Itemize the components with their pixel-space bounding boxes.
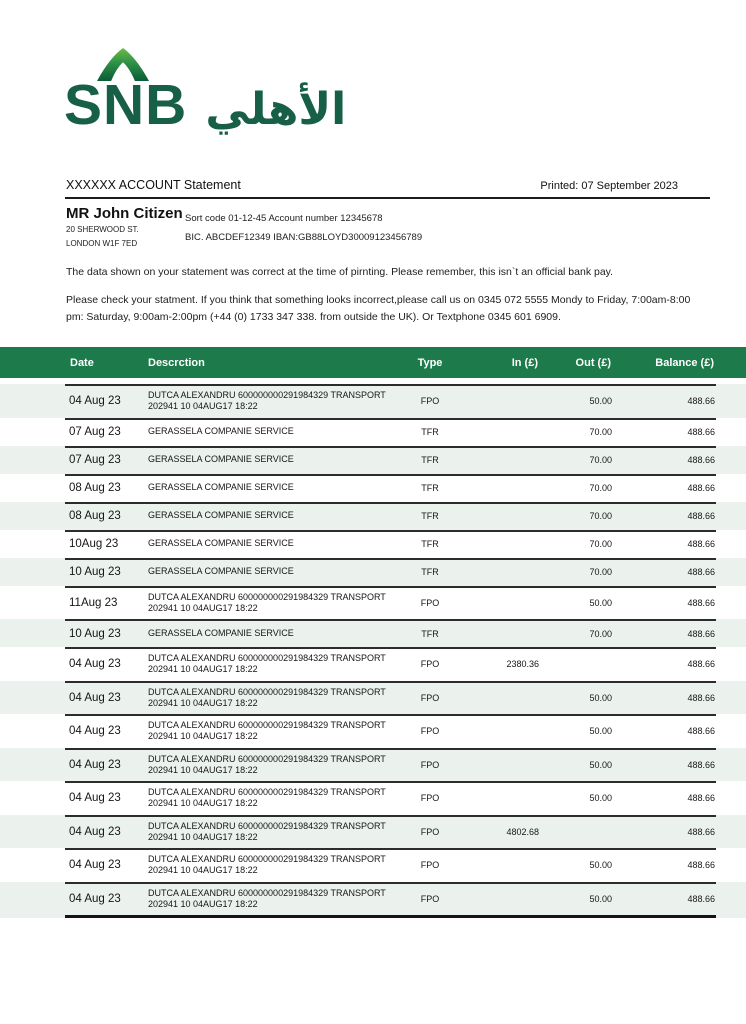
logo-chevron-icon <box>97 48 149 81</box>
transaction-out: 50.00 <box>540 384 613 418</box>
transaction-description: DUTCA ALEXANDRU 600000000291984329 TRANSPORT 202941 10 04AUG17 18:22 <box>143 815 405 849</box>
row-spacer-left <box>0 815 65 849</box>
transaction-type: FPO <box>405 384 455 418</box>
transaction-out: 70.00 <box>540 530 613 558</box>
row-spacer-left <box>0 530 65 558</box>
notice-text-2: Please check your statment. If you think that something looks incorrect,please call us on 0345 072 5555 Mondy to Friday, 7:00am-8:00 pm: Saturday, 9:00am-2:00pm (+44 (0) 1733 347 338. from outside the UK). Or Textphone 0345 601 6909. <box>66 294 691 323</box>
sort-code-account-number: Sort code 01-12-45 Account number 12345678 <box>185 213 383 224</box>
row-spacer-left <box>0 748 65 782</box>
column-header-date: Date <box>65 347 143 378</box>
transaction-type: FPO <box>405 781 455 815</box>
transaction-type: TFR <box>405 530 455 558</box>
transaction-in <box>455 619 540 647</box>
transaction-balance: 488.66 <box>613 530 716 558</box>
row-spacer-right <box>716 418 746 446</box>
transaction-date: 11Aug 23 <box>65 586 143 620</box>
transaction-date: 04 Aug 23 <box>65 748 143 782</box>
row-spacer-left <box>0 647 65 681</box>
row-spacer-left <box>0 848 65 882</box>
row-spacer-left <box>0 882 65 919</box>
transaction-description: DUTCA ALEXANDRU 600000000291984329 TRANSPORT 202941 10 04AUG17 18:22 <box>143 681 405 715</box>
transaction-description: GERASSELA COMPANIE SERVICE <box>143 502 405 530</box>
transaction-out: 70.00 <box>540 558 613 586</box>
transaction-description: GERASSELA COMPANIE SERVICE <box>143 530 405 558</box>
transaction-balance: 488.66 <box>613 586 716 620</box>
transaction-description: DUTCA ALEXANDRU 600000000291984329 TRANSPORT 202941 10 04AUG17 18:22 <box>143 882 405 919</box>
column-header-balance: Balance (£) <box>613 347 716 378</box>
brand-text: SNB <box>64 73 188 137</box>
transaction-row <box>0 502 746 530</box>
column-header-in: In (£) <box>455 347 540 378</box>
transaction-description: GERASSELA COMPANIE SERVICE <box>143 558 405 586</box>
header-spacer-left <box>0 347 65 378</box>
transaction-type: FPO <box>405 748 455 782</box>
transaction-row <box>0 882 746 919</box>
row-spacer-right <box>716 558 746 586</box>
row-spacer-right <box>716 848 746 882</box>
printed-date: Printed: 07 September 2023 <box>540 180 678 192</box>
row-spacer-right <box>716 474 746 502</box>
row-spacer-left <box>0 418 65 446</box>
transaction-in <box>455 474 540 502</box>
transaction-in <box>455 848 540 882</box>
transaction-row <box>0 848 746 882</box>
transactions-table <box>0 347 746 918</box>
row-spacer-right <box>716 882 746 919</box>
transaction-type: FPO <box>405 848 455 882</box>
transaction-balance: 488.66 <box>613 714 716 748</box>
row-spacer-left <box>0 502 65 530</box>
transaction-type: TFR <box>405 619 455 647</box>
transaction-row <box>0 681 746 715</box>
transaction-row <box>0 384 746 418</box>
transaction-out: 70.00 <box>540 502 613 530</box>
transaction-row <box>0 781 746 815</box>
row-spacer-right <box>716 647 746 681</box>
transaction-in <box>455 781 540 815</box>
transaction-date: 04 Aug 23 <box>65 681 143 715</box>
transaction-description: DUTCA ALEXANDRU 600000000291984329 TRANSPORT 202941 10 04AUG17 18:22 <box>143 781 405 815</box>
transaction-out: 70.00 <box>540 418 613 446</box>
transactions-tbody <box>0 378 746 918</box>
transaction-balance: 488.66 <box>613 647 716 681</box>
transaction-out: 50.00 <box>540 781 613 815</box>
transaction-description: GERASSELA COMPANIE SERVICE <box>143 619 405 647</box>
bic-iban-line: BIC. ABCDEF12349 IBAN:GB88LOYD30009123456789 <box>185 232 423 243</box>
account-details-block <box>185 209 422 247</box>
column-header-type: Type <box>405 347 455 378</box>
transaction-type: TFR <box>405 474 455 502</box>
transaction-description: GERASSELA COMPANIE SERVICE <box>143 418 405 446</box>
statement-header <box>66 178 678 192</box>
row-spacer-right <box>716 815 746 849</box>
transaction-balance: 488.66 <box>613 418 716 446</box>
transaction-type: FPO <box>405 882 455 919</box>
transaction-row <box>0 474 746 502</box>
customer-block <box>66 205 183 251</box>
transaction-in <box>455 586 540 620</box>
row-spacer-right <box>716 446 746 474</box>
row-spacer-left <box>0 681 65 715</box>
transaction-out: 50.00 <box>540 714 613 748</box>
transaction-out: 70.00 <box>540 446 613 474</box>
transaction-description: GERASSELA COMPANIE SERVICE <box>143 446 405 474</box>
customer-name: MR John Citizen <box>66 205 183 222</box>
transaction-row <box>0 714 746 748</box>
transaction-row <box>0 815 746 849</box>
transaction-out <box>540 647 613 681</box>
statement-title: XXXXXX ACCOUNT Statement <box>66 178 241 192</box>
transaction-in: 2380.36 <box>455 647 540 681</box>
transaction-description: DUTCA ALEXANDRU 600000000291984329 TRANSPORT 202941 10 04AUG17 18:22 <box>143 848 405 882</box>
transaction-description: DUTCA ALEXANDRU 600000000291984329 TRANSPORT 202941 10 04AUG17 18:22 <box>143 714 405 748</box>
transaction-balance: 488.66 <box>613 446 716 474</box>
transaction-in <box>455 681 540 715</box>
transaction-balance: 488.66 <box>613 474 716 502</box>
transaction-date: 04 Aug 23 <box>65 647 143 681</box>
row-spacer-right <box>716 781 746 815</box>
transaction-date: 04 Aug 23 <box>65 815 143 849</box>
column-header-description: Descrction <box>143 347 405 378</box>
row-spacer-left <box>0 474 65 502</box>
row-spacer-left <box>0 558 65 586</box>
transaction-in <box>455 446 540 474</box>
transaction-balance: 488.66 <box>613 681 716 715</box>
transaction-out: 70.00 <box>540 619 613 647</box>
transaction-date: 04 Aug 23 <box>65 848 143 882</box>
transaction-type: FPO <box>405 681 455 715</box>
transaction-row <box>0 619 746 647</box>
transaction-out <box>540 815 613 849</box>
transaction-description: DUTCA ALEXANDRU 600000000291984329 TRANSPORT 202941 10 04AUG17 18:22 <box>143 586 405 620</box>
transaction-out: 50.00 <box>540 681 613 715</box>
row-spacer-left <box>0 446 65 474</box>
transaction-balance: 488.66 <box>613 882 716 919</box>
transaction-description: GERASSELA COMPANIE SERVICE <box>143 474 405 502</box>
row-spacer-left <box>0 781 65 815</box>
transaction-description: DUTCA ALEXANDRU 600000000291984329 TRANSPORT 202941 10 04AUG17 18:22 <box>143 647 405 681</box>
row-spacer-left <box>0 384 65 418</box>
row-spacer-right <box>716 384 746 418</box>
table-header <box>0 347 746 378</box>
transaction-in <box>455 418 540 446</box>
transaction-balance: 488.66 <box>613 748 716 782</box>
transaction-in <box>455 384 540 418</box>
transaction-date: 10 Aug 23 <box>65 619 143 647</box>
transaction-row <box>0 586 746 620</box>
transaction-row <box>0 530 746 558</box>
transaction-type: FPO <box>405 714 455 748</box>
transaction-date: 04 Aug 23 <box>65 781 143 815</box>
header-spacer-right <box>716 347 746 378</box>
transaction-description: DUTCA ALEXANDRU 600000000291984329 TRANSPORT 202941 10 04AUG17 18:22 <box>143 384 405 418</box>
transaction-row <box>0 647 746 681</box>
transaction-date: 10Aug 23 <box>65 530 143 558</box>
transaction-balance: 488.66 <box>613 384 716 418</box>
transaction-type: FPO <box>405 647 455 681</box>
header-divider <box>65 197 710 199</box>
brand-arabic-text: الأهلي <box>205 84 347 135</box>
transaction-date: 04 Aug 23 <box>65 714 143 748</box>
transaction-description: DUTCA ALEXANDRU 600000000291984329 TRANSPORT 202941 10 04AUG17 18:22 <box>143 748 405 782</box>
table-header-row <box>0 347 746 378</box>
transaction-in <box>455 714 540 748</box>
row-spacer-left <box>0 714 65 748</box>
column-header-out: Out (£) <box>540 347 613 378</box>
transaction-in <box>455 530 540 558</box>
row-spacer-right <box>716 586 746 620</box>
customer-address-line2: LONDON W1F 7ED <box>66 239 138 248</box>
transaction-in: 4802.68 <box>455 815 540 849</box>
row-spacer-right <box>716 502 746 530</box>
row-spacer-right <box>716 619 746 647</box>
transaction-date: 08 Aug 23 <box>65 502 143 530</box>
transaction-date: 10 Aug 23 <box>65 558 143 586</box>
transaction-date: 04 Aug 23 <box>65 384 143 418</box>
transaction-balance: 488.66 <box>613 848 716 882</box>
transaction-date: 07 Aug 23 <box>65 418 143 446</box>
transaction-balance: 488.66 <box>613 815 716 849</box>
transaction-in <box>455 748 540 782</box>
transaction-balance: 488.66 <box>613 502 716 530</box>
transaction-in <box>455 558 540 586</box>
row-spacer-right <box>716 681 746 715</box>
transaction-out: 50.00 <box>540 848 613 882</box>
transaction-out: 50.00 <box>540 586 613 620</box>
transaction-type: TFR <box>405 446 455 474</box>
row-spacer-right <box>716 748 746 782</box>
transaction-row <box>0 446 746 474</box>
row-spacer-right <box>716 530 746 558</box>
transaction-balance: 488.66 <box>613 558 716 586</box>
transaction-date: 04 Aug 23 <box>65 882 143 919</box>
transaction-in <box>455 882 540 919</box>
transaction-date: 07 Aug 23 <box>65 446 143 474</box>
row-spacer-left <box>0 619 65 647</box>
transaction-type: FPO <box>405 586 455 620</box>
customer-address-line1: 20 SHERWOOD ST. <box>66 225 139 234</box>
transaction-out: 50.00 <box>540 748 613 782</box>
transaction-type: TFR <box>405 418 455 446</box>
transaction-row <box>0 418 746 446</box>
transaction-in <box>455 502 540 530</box>
notice-text-1: The data shown on your statement was correct at the time of pirnting. Please remember, this isn`t an official bank pay. <box>66 266 614 278</box>
transaction-balance: 488.66 <box>613 781 716 815</box>
transaction-balance: 488.66 <box>613 619 716 647</box>
row-spacer-left <box>0 586 65 620</box>
transaction-type: TFR <box>405 558 455 586</box>
transaction-type: TFR <box>405 502 455 530</box>
row-spacer-right <box>716 714 746 748</box>
transaction-out: 50.00 <box>540 882 613 919</box>
transaction-row <box>0 558 746 586</box>
transaction-row <box>0 748 746 782</box>
transaction-out: 70.00 <box>540 474 613 502</box>
transaction-type: FPO <box>405 815 455 849</box>
snb-logo <box>64 46 347 137</box>
transaction-date: 08 Aug 23 <box>65 474 143 502</box>
